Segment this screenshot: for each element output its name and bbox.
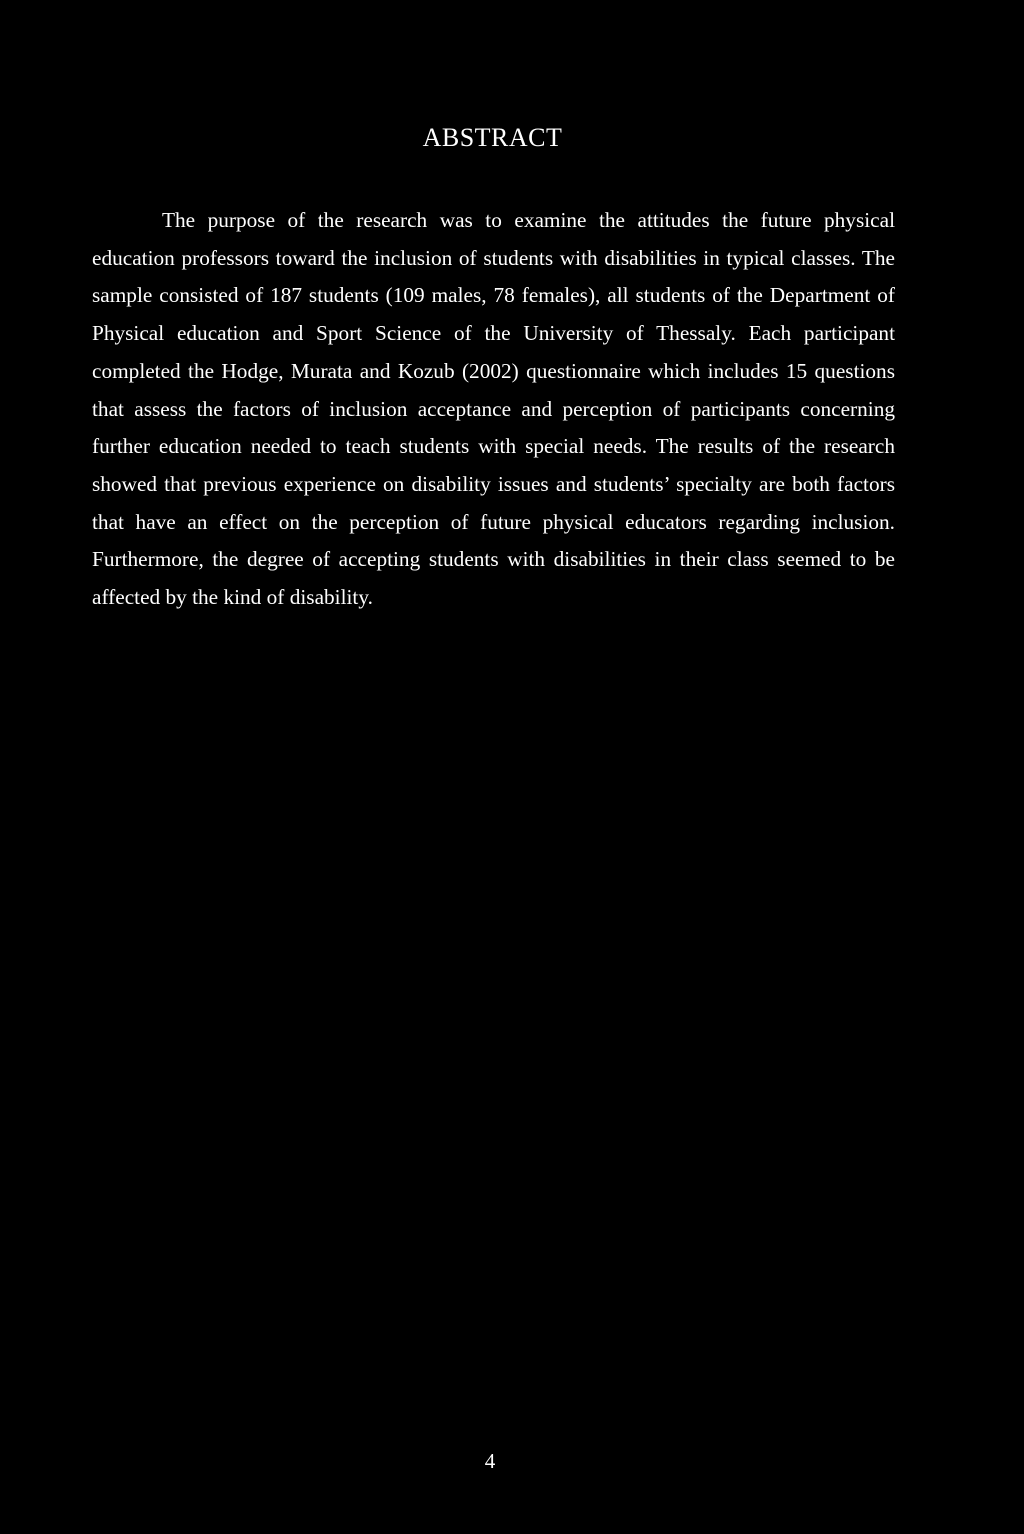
abstract-paragraph: The purpose of the research was to examine the attitudes the future physical education professors toward the inclusion of students with disabilities in typical classes. The sample consisted of 187 students (109 males, 78 females), all students of the Department of Physical education and Sport Science of the University of Thessaly. Each participant completed the Hodge, Murata and Kozub (2002) questionnaire which includes 15 questions that assess the factors of inclusion acceptance and perception of participants concerning further education needed to teach students with special needs. The results of the research showed that previous experience on disability issues and students’ specialty are both factors that have an effect on the perception of future physical educators regarding inclusion. Furthermore, the degree of accepting students with disabilities in their class seemed to be affected by the kind of disability. [92,208,895,610]
abstract-heading: ABSTRACT [422,123,563,152]
page-number: 4 [484,1449,496,1473]
